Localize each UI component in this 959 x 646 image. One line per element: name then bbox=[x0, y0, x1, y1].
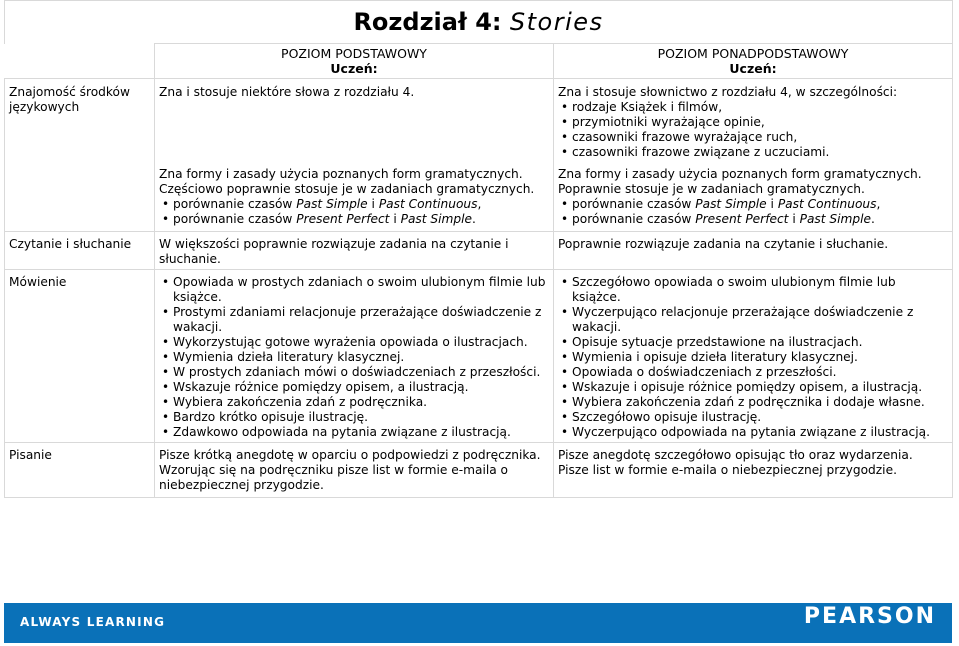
always-learning-logo: ALWAYS LEARNING bbox=[20, 615, 166, 629]
list-item: • Wymienia dzieła literatury klasycznej. bbox=[159, 350, 549, 365]
advanced-language-cell bbox=[554, 79, 953, 232]
advanced-grammar-text: Zna formy i zasady użycia poznanych form gramatycznych. Poprawnie stosuje je w zadaniach gramatycznych. bbox=[558, 167, 922, 196]
row-label-writing: Pisanie bbox=[5, 443, 155, 498]
list-item: • Wyczerpująco odpowiada na pytania związane z ilustracją. bbox=[558, 425, 948, 440]
title-cell bbox=[5, 1, 953, 44]
list-item: • Opowiada w prostych zdaniach o swoim ulubionym filmie lub książce. bbox=[159, 275, 549, 305]
pearson-logo: PEARSON bbox=[803, 604, 936, 629]
basic-reading-cell: W większości poprawnie rozwiązuje zadania na czytanie i słuchanie. bbox=[155, 232, 554, 270]
basic-writing-text-2: Wzorując się na podręczniku pisze list w formie e-maila o niebezpiecznej przygodzie. bbox=[159, 463, 509, 492]
list-item: • Zdawkowo odpowiada na pytania związane z ilustracją. bbox=[159, 425, 549, 440]
list-item: • Wskazuje i opisuje różnice pomiędzy opisem, a ilustracją. bbox=[558, 380, 948, 395]
basic-grammar-text: Zna formy i zasady użycia poznanych form gramatycznych. Częściowo poprawnie stosuje je w zadaniach gramatycznych. bbox=[159, 167, 535, 196]
list-item: • Prostymi zdaniami relacjonuje przerażające doświadczenie z wakacji. bbox=[159, 305, 549, 335]
row-label-language: Znajomość środków językowych bbox=[5, 79, 155, 232]
list-item: • Szczegółowo opisuje ilustrację. bbox=[558, 410, 948, 425]
list-item: • Wybiera zakończenia zdań z podręcznika i dodaje własne. bbox=[558, 395, 948, 410]
list-item: • porównanie czasów Present Perfect i Past Simple. bbox=[558, 212, 948, 227]
advanced-writing-text-1: Pisze anegdotę szczegółowo opisując tło oraz wydarzenia. bbox=[558, 448, 913, 462]
advanced-vocab-list bbox=[558, 100, 948, 160]
advanced-level-header: POZIOM PONADPODSTAWOWY Uczeń: bbox=[554, 44, 953, 79]
advanced-vocab-text: Zna i stosuje słownictwo z rozdziału 4, w szczególności: bbox=[558, 85, 898, 99]
advanced-speaking-list bbox=[558, 275, 948, 440]
list-item: • porównanie czasów Past Simple i Past Continuous, bbox=[159, 197, 549, 212]
row-writing bbox=[5, 443, 953, 498]
row-reading bbox=[5, 232, 953, 270]
row-language bbox=[5, 79, 953, 232]
list-item: • Wykorzystując gotowe wyrażenia opowiada o ilustracjach. bbox=[159, 335, 549, 350]
list-item: • Wyczerpująco relacjonuje przerażające doświadczenie z wakacji. bbox=[558, 305, 948, 335]
advanced-writing-text-2: Pisze list w formie e-maila o niebezpiecznej przygodzie. bbox=[558, 463, 897, 477]
list-item: • porównanie czasów Past Simple i Past Continuous, bbox=[558, 197, 948, 212]
list-item: • przymiotniki wyrażające opinie, bbox=[558, 115, 948, 130]
list-item: • czasowniki frazowe związane z uczuciami. bbox=[558, 145, 948, 160]
list-item: • rodzaje Książek i filmów, bbox=[558, 100, 948, 115]
list-item: • Wskazuje różnice pomiędzy opisem, a ilustracją. bbox=[159, 380, 549, 395]
basic-speaking-cell bbox=[155, 270, 554, 443]
advanced-writing-cell bbox=[554, 443, 953, 498]
levels-header-row bbox=[5, 44, 953, 79]
title-row bbox=[5, 1, 953, 44]
basic-vocab-text: Zna i stosuje niektóre słowa z rozdziału 4. bbox=[159, 85, 415, 99]
basic-grammar-list bbox=[159, 197, 549, 227]
row-speaking bbox=[5, 270, 953, 443]
basic-speaking-list bbox=[159, 275, 549, 440]
footer-bar bbox=[4, 603, 952, 643]
list-item: • W prostych zdaniach mówi o doświadczeniach z przeszłości. bbox=[159, 365, 549, 380]
list-item: • Wymienia i opisuje dzieła literatury klasycznej. bbox=[558, 350, 948, 365]
list-item: • Wybiera zakończenia zdań z podręcznika. bbox=[159, 395, 549, 410]
basic-writing-text-1: Pisze krótką anegdotę w oparciu o podpowiedzi z podręcznika. bbox=[159, 448, 541, 462]
list-item: • Szczegółowo opowiada o swoim ulubionym filmie lub książce. bbox=[558, 275, 948, 305]
basic-writing-cell bbox=[155, 443, 554, 498]
advanced-speaking-cell bbox=[554, 270, 953, 443]
empty-corner-cell bbox=[5, 44, 155, 79]
criteria-table bbox=[4, 0, 953, 498]
row-label-reading: Czytanie i słuchanie bbox=[5, 232, 155, 270]
advanced-grammar-list bbox=[558, 197, 948, 227]
list-item: • czasowniki frazowe wyrażające ruch, bbox=[558, 130, 948, 145]
page-title: Rozdział 4: Stories bbox=[353, 8, 604, 36]
row-label-speaking: Mówienie bbox=[5, 270, 155, 443]
list-item: • Opisuje sytuacje przedstawione na ilustracjach. bbox=[558, 335, 948, 350]
advanced-reading-cell: Poprawnie rozwiązuje zadania na czytanie i słuchanie. bbox=[554, 232, 953, 270]
list-item: • Bardzo krótko opisuje ilustrację. bbox=[159, 410, 549, 425]
basic-level-header: POZIOM PODSTAWOWY Uczeń: bbox=[155, 44, 554, 79]
basic-language-cell bbox=[155, 79, 554, 232]
list-item: • porównanie czasów Present Perfect i Past Simple. bbox=[159, 212, 549, 227]
list-item: • Opowiada o doświadczeniach z przeszłości. bbox=[558, 365, 948, 380]
